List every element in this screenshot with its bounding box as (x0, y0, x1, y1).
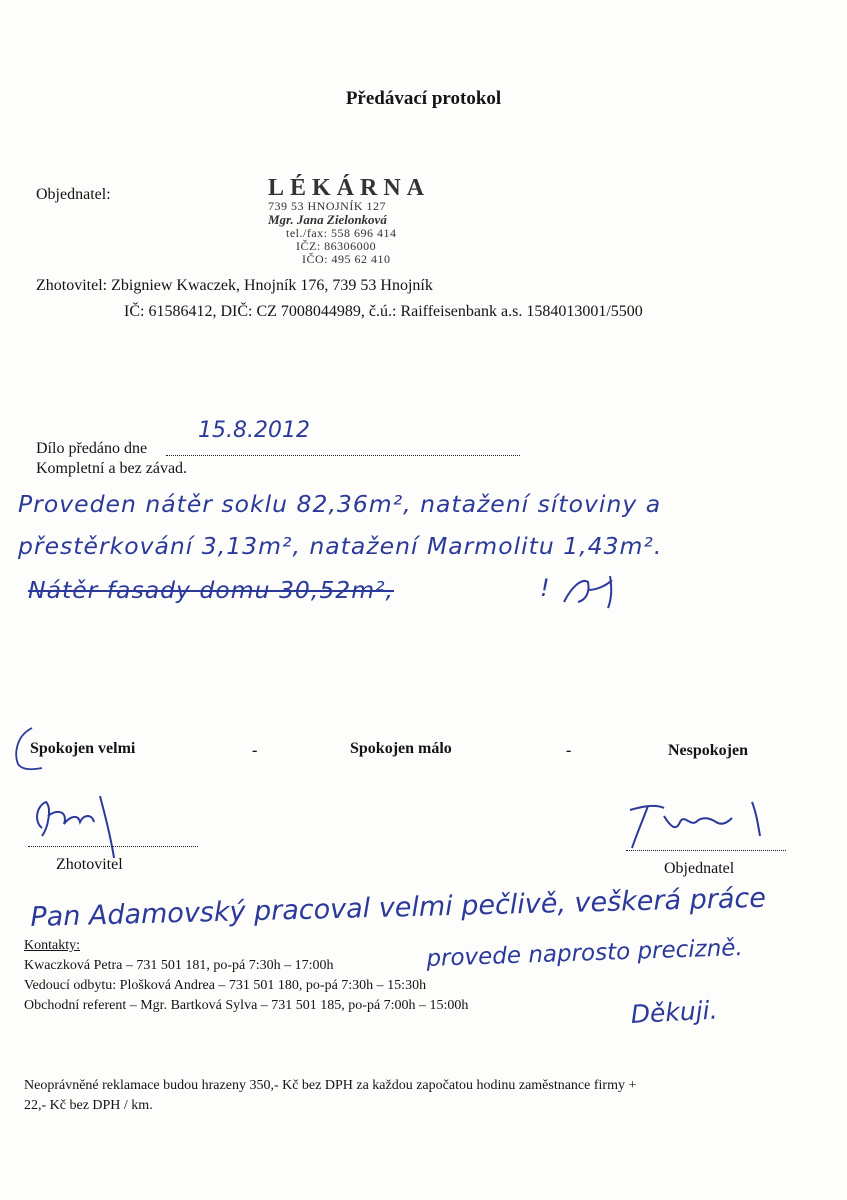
footer-note-line-2: 22,- Kč bez DPH / km. (24, 1098, 153, 1113)
handwritten-comment-line-2: provede naprosto precizně. (426, 934, 744, 972)
initials-signature (560, 572, 630, 612)
option-separator-1: - (252, 742, 258, 759)
handover-date: 15.8.2012 (198, 418, 310, 443)
contact-row: Obchodní referent – Mgr. Bartková Sylva – 731 501 185, po-pá 7:00h – 15:00h (24, 998, 469, 1013)
handwritten-comment-line-3: Děkuji. (630, 995, 719, 1029)
document-title: Předávací protokol (345, 88, 502, 109)
objednatel-signature-label: Objednatel (664, 860, 735, 877)
stamp-address: 739 53 HNOJNÍK 127 (268, 199, 386, 213)
contacts-heading: Kontakty: (24, 938, 80, 953)
handwritten-note-mark: ! (540, 574, 550, 602)
stamp-phone: tel./fax: 558 696 414 (286, 226, 397, 240)
option-little-satisfied: Spokojen málo (350, 740, 452, 757)
stamp-icz: IČZ: 86306000 (296, 239, 377, 253)
option-not-satisfied: Nespokojen (668, 742, 749, 759)
handover-label: Dílo předáno dne (36, 440, 148, 457)
handwritten-note-struck: Nátěr fasady domu 30,52m², (28, 576, 395, 604)
option-separator-2: - (566, 742, 572, 759)
objednatel-label: Objednatel: (36, 186, 111, 203)
complete-label: Kompletní a bez závad. (36, 460, 188, 477)
handwritten-note-line-2: přestěrkování 3,13m², natažení Marmolitu 1,43m². (18, 532, 663, 560)
stamp-person: Mgr. Jana Zielonková (268, 212, 387, 227)
zhotovitel-signature (30, 792, 120, 862)
footer-note-line-1: Neoprávněné reklamace budou hrazeny 350,- Kč bez DPH za každou započatou hodinu zaměstnance firmy + (24, 1078, 637, 1093)
stamp-ico: IČO: 495 62 410 (302, 252, 391, 266)
handwritten-note-line-1: Proveden nátěr soklu 82,36m², natažení sítoviny a (18, 490, 662, 518)
objednatel-signature-line (626, 840, 786, 851)
contact-row: Kwaczková Petra – 731 501 181, po-pá 7:30h – 17:00h (24, 958, 334, 973)
pharmacy-stamp (268, 176, 468, 266)
option-very-satisfied: Spokojen velmi (30, 740, 136, 757)
stamp-name: LÉKÁRNA (268, 175, 431, 201)
handwritten-comment-line-1: Pan Adamovský pracoval velmi pečlivě, veškerá práce (30, 882, 767, 933)
contact-row: Vedoucí odbytu: Plošková Andrea – 731 501 180, po-pá 7:30h – 15:30h (24, 978, 427, 993)
zhotovitel-signature-label: Zhotovitel (56, 856, 123, 873)
zhotovitel-line-1: Zhotovitel: Zbigniew Kwaczek, Hnojník 176, 739 53 Hnojník (36, 277, 433, 294)
zhotovitel-signature-line (28, 836, 198, 847)
zhotovitel-line-2: IČ: 61586412, DIČ: CZ 7008044989, č.ú.: Raiffeisenbank a.s. 1584013001/5500 (124, 303, 643, 320)
